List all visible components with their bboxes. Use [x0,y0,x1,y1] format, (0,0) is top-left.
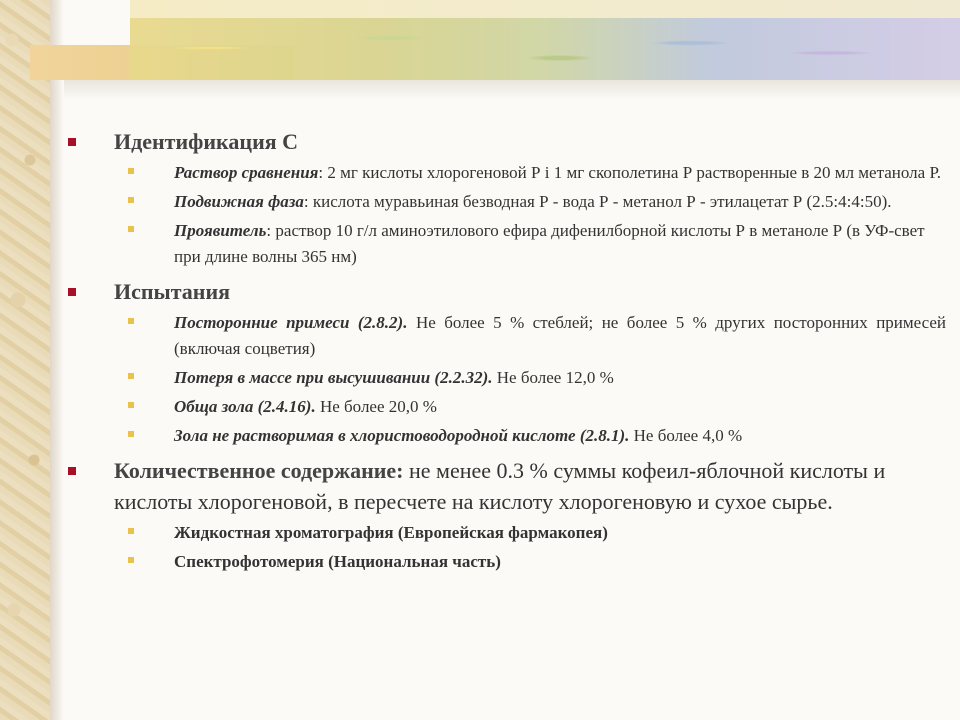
list-item [66,394,946,420]
list-item: Проявитель: раствор 10 г/л аминоэтилового ефира дифенилборной кислоты Р в метаноле Р (в УФ-свет при длине волны 365 нм) [66,218,946,270]
item-body: раствор 10 г/л аминоэтилового ефира дифенилборной кислоты Р в метаноле Р (в УФ-свет при длине волны 365 нм) [174,221,925,266]
square-bullet-icon [128,318,134,324]
item-term: Зола не растворимая в хлористоводородной кислоте (2.8.1). [174,426,630,445]
item-body: кислота муравьиная безводная Р - вода Р - метанол Р - этилацетат Р (2.5:4:4:50). [312,192,892,211]
item-term: Проявитель [174,221,267,240]
slide-content [66,126,946,575]
item-term: Подвижная фаза [174,192,304,211]
item-term: Потеря в массе при высушивании (2.2.32). [174,368,493,387]
square-bullet-icon [68,288,76,296]
section-heading: Испытания [114,279,231,304]
square-bullet-icon [128,168,134,174]
item-body: Не более 5 % стеблей; не более 5 % других посторонних примесей (включая соцветия) [174,313,947,358]
square-bullet-icon [68,467,76,475]
list-item: Раствор сравнения: 2 мг кислоты хлорогеновой Р і 1 мг скополетина Р растворенные в 20 мл метанола Р. [66,160,946,186]
section-heading: Количественное содержание: [114,458,404,483]
list-item [66,520,946,546]
section-tests [66,276,946,307]
decorative-left-shadow [50,0,64,720]
decorative-left-texture [0,0,50,720]
item-body: Не более 20,0 % [319,397,437,416]
item-term: Обща зола (2.4.16). [174,397,316,416]
section-quantitative-content [66,455,946,517]
square-bullet-icon [128,226,134,232]
section-identification [66,126,946,157]
square-bullet-icon [128,197,134,203]
square-bullet-icon [68,138,76,146]
square-bullet-icon [128,431,134,437]
square-bullet-icon [128,557,134,563]
decorative-flower-banner [130,18,960,80]
square-bullet-icon [128,402,134,408]
list-item [66,549,946,575]
section-heading: Идентификация С [114,129,299,154]
square-bullet-icon [128,528,134,534]
item-body: 2 мг кислоты хлорогеновой Р і 1 мг скополетина Р растворенные в 20 мл метанола Р. [327,163,942,182]
item-term: Посторонние примеси (2.8.2). [174,313,408,332]
section-heading-rest: не менее 0.3 % суммы кофеил-яблочной кислоты и кислоты хлорогеновой, в пересчете на кислоту хлорогеновую и сухое сырье. [114,458,886,514]
item-term: Раствор сравнения [174,163,319,182]
decorative-top-band [130,0,960,18]
list-item [66,310,946,362]
decorative-banner-shadow [64,80,960,100]
list-item: Подвижная фаза: кислота муравьиная безводная Р - вода Р - метанол Р - этилацетат Р (2.5:4:4:50). [66,189,946,215]
method-label: Спектрофотомерия (Национальная часть) [174,552,501,571]
list-item [66,365,946,391]
item-body: Не более 12,0 % [496,368,614,387]
square-bullet-icon [128,373,134,379]
list-item [66,423,946,449]
item-body: Не более 4,0 % [633,426,743,445]
method-label: Жидкостная хроматография (Европейская фармакопея) [174,523,608,542]
